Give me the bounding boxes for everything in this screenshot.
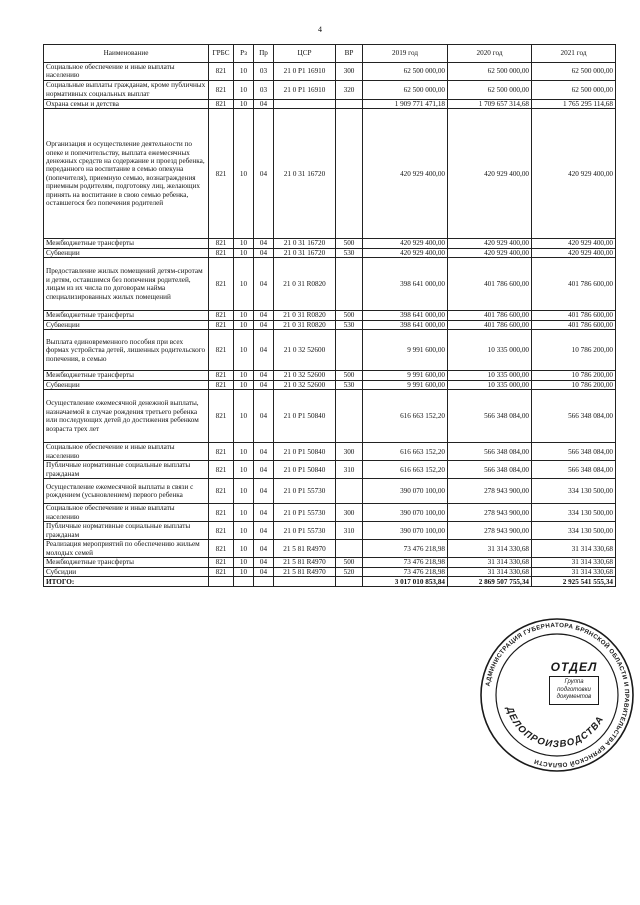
row-pr: 04 — [254, 567, 274, 576]
row-vr: 500 — [336, 558, 363, 567]
row-2021: 334 130 500,00 — [532, 522, 616, 540]
row-rz: 10 — [234, 540, 254, 558]
row-2019: 73 476 218,98 — [363, 567, 448, 576]
row-grbs: 821 — [209, 380, 234, 389]
row-2020: 31 314 330,68 — [448, 540, 532, 558]
table-row — [44, 504, 616, 522]
row-csr: 21 0 31 R0820 — [274, 311, 336, 320]
row-2021: 62 500 000,00 — [532, 63, 616, 81]
row-rz: 10 — [234, 558, 254, 567]
row-grbs: 821 — [209, 258, 234, 311]
row-pr: 04 — [254, 258, 274, 311]
row-2020: 566 348 084,00 — [448, 461, 532, 479]
table-row — [44, 558, 616, 567]
header-2021: 2021 год — [532, 45, 616, 63]
table-row — [44, 63, 616, 81]
row-rz: 10 — [234, 479, 254, 504]
row-rz: 10 — [234, 371, 254, 380]
row-pr: 04 — [254, 320, 274, 329]
row-csr — [274, 99, 336, 108]
row-2021: 1 765 295 114,68 — [532, 99, 616, 108]
stamp-ring-text: АДМИНИСТРАЦИЯ ГУБЕРНАТОРА БРЯНСКОЙ ОБЛАСТИ И ПРАВИТЕЛЬСТВА БРЯНСКОЙ ОБЛАСТИ — [484, 621, 631, 769]
row-2020: 278 943 900,00 — [448, 479, 532, 504]
row-2019: 390 070 100,00 — [363, 522, 448, 540]
row-name: Субвенции — [44, 248, 209, 257]
row-grbs: 821 — [209, 63, 234, 81]
row-2021: 420 929 400,00 — [532, 248, 616, 257]
row-vr: 500 — [336, 311, 363, 320]
row-2019: 420 929 400,00 — [363, 239, 448, 248]
row-rz: 10 — [234, 99, 254, 108]
row-vr: 310 — [336, 461, 363, 479]
row-2019: 62 500 000,00 — [363, 80, 448, 99]
row-name: Межбюджетные трансферты — [44, 311, 209, 320]
row-name: Межбюджетные трансферты — [44, 371, 209, 380]
table-row — [44, 330, 616, 371]
row-2019: 616 663 152,20 — [363, 461, 448, 479]
row-pr: 04 — [254, 109, 274, 239]
row-name: Субвенции — [44, 320, 209, 329]
table-row — [44, 380, 616, 389]
row-csr: 21 0 32 52600 — [274, 380, 336, 389]
stamp-box-line: Группа — [564, 679, 584, 685]
row-rz: 10 — [234, 80, 254, 99]
row-rz: 10 — [234, 567, 254, 576]
table-row — [44, 239, 616, 248]
table-row — [44, 522, 616, 540]
row-rz: 10 — [234, 248, 254, 257]
row-rz: 10 — [234, 380, 254, 389]
total-2020: 2 869 507 755,34 — [448, 577, 532, 587]
header-rz: Рз — [234, 45, 254, 63]
row-2021: 401 786 600,00 — [532, 258, 616, 311]
stamp-box-line: документов — [556, 694, 592, 700]
row-pr: 04 — [254, 443, 274, 461]
row-2019: 398 641 000,00 — [363, 258, 448, 311]
table-row — [44, 109, 616, 239]
header-pr: Пр — [254, 45, 274, 63]
row-rz: 10 — [234, 63, 254, 81]
row-pr: 04 — [254, 479, 274, 504]
row-name: Предоставление жилых помещений детям-сиротам и детям, оставшимся без попечения родителей, лицам из их числа по договорам найма специализированных жилых помещений — [44, 258, 209, 311]
row-rz: 10 — [234, 258, 254, 311]
row-pr: 04 — [254, 248, 274, 257]
row-pr: 04 — [254, 390, 274, 443]
row-vr: 520 — [336, 567, 363, 576]
row-2020: 31 314 330,68 — [448, 567, 532, 576]
row-csr: 21 5 81 R4970 — [274, 540, 336, 558]
row-pr: 04 — [254, 99, 274, 108]
row-grbs: 821 — [209, 248, 234, 257]
row-grbs: 821 — [209, 371, 234, 380]
row-2020: 401 786 600,00 — [448, 258, 532, 311]
row-2019: 62 500 000,00 — [363, 63, 448, 81]
row-2019: 9 991 600,00 — [363, 380, 448, 389]
table-row — [44, 390, 616, 443]
row-2020: 62 500 000,00 — [448, 80, 532, 99]
row-2020: 401 786 600,00 — [448, 311, 532, 320]
row-2019: 390 070 100,00 — [363, 504, 448, 522]
row-csr: 21 0 P1 16910 — [274, 80, 336, 99]
row-csr: 21 0 P1 50840 — [274, 461, 336, 479]
row-csr: 21 0 31 16720 — [274, 239, 336, 248]
row-2021: 420 929 400,00 — [532, 109, 616, 239]
row-pr: 03 — [254, 63, 274, 81]
row-pr: 04 — [254, 311, 274, 320]
row-2021: 420 929 400,00 — [532, 239, 616, 248]
row-pr: 03 — [254, 80, 274, 99]
total-2021: 2 925 541 555,34 — [532, 577, 616, 587]
budget-table — [43, 44, 616, 587]
row-csr: 21 0 31 16720 — [274, 248, 336, 257]
row-rz: 10 — [234, 461, 254, 479]
row-2021: 62 500 000,00 — [532, 80, 616, 99]
row-2020: 1 709 657 314,68 — [448, 99, 532, 108]
row-csr: 21 0 P1 50840 — [274, 443, 336, 461]
row-grbs: 821 — [209, 504, 234, 522]
total-2019: 3 017 010 853,84 — [363, 577, 448, 587]
header-2020: 2020 год — [448, 45, 532, 63]
row-csr: 21 0 P1 55730 — [274, 504, 336, 522]
row-vr: 300 — [336, 63, 363, 81]
table-row — [44, 479, 616, 504]
row-grbs: 821 — [209, 330, 234, 371]
row-vr: 500 — [336, 371, 363, 380]
row-rz: 10 — [234, 239, 254, 248]
row-2021: 334 130 500,00 — [532, 504, 616, 522]
row-vr: 300 — [336, 443, 363, 461]
row-vr: 300 — [336, 504, 363, 522]
row-name: Социальное обеспечение и иные выплаты населению — [44, 443, 209, 461]
row-csr: 21 0 32 52600 — [274, 371, 336, 380]
table-row — [44, 258, 616, 311]
row-2020: 10 335 000,00 — [448, 330, 532, 371]
row-grbs: 821 — [209, 320, 234, 329]
row-2019: 73 476 218,98 — [363, 540, 448, 558]
row-2019: 420 929 400,00 — [363, 248, 448, 257]
row-csr: 21 0 P1 55730 — [274, 522, 336, 540]
row-2020: 566 348 084,00 — [448, 390, 532, 443]
row-2019: 390 070 100,00 — [363, 479, 448, 504]
row-pr: 04 — [254, 330, 274, 371]
row-pr: 04 — [254, 522, 274, 540]
row-2021: 31 314 330,68 — [532, 567, 616, 576]
table-header-row — [44, 45, 616, 63]
header-2019: 2019 год — [363, 45, 448, 63]
row-vr: 530 — [336, 248, 363, 257]
page-number: 4 — [318, 25, 322, 34]
row-csr: 21 0 P1 55730 — [274, 479, 336, 504]
row-rz: 10 — [234, 330, 254, 371]
row-grbs: 821 — [209, 109, 234, 239]
header-csr: ЦСР — [274, 45, 336, 63]
row-pr: 04 — [254, 371, 274, 380]
row-name: Межбюджетные трансферты — [44, 558, 209, 567]
row-grbs: 821 — [209, 522, 234, 540]
row-name: Охрана семьи и детства — [44, 99, 209, 108]
table-row — [44, 371, 616, 380]
stamp-box-line: подготовки — [557, 686, 591, 693]
row-2020: 10 335 000,00 — [448, 380, 532, 389]
row-grbs: 821 — [209, 540, 234, 558]
table-row — [44, 311, 616, 320]
row-2020: 278 943 900,00 — [448, 504, 532, 522]
table-row — [44, 80, 616, 99]
header-vr: ВР — [336, 45, 363, 63]
row-csr: 21 0 P1 50840 — [274, 390, 336, 443]
row-2020: 420 929 400,00 — [448, 248, 532, 257]
row-2019: 9 991 600,00 — [363, 371, 448, 380]
row-2021: 31 314 330,68 — [532, 558, 616, 567]
row-pr: 04 — [254, 461, 274, 479]
row-vr: 500 — [336, 239, 363, 248]
row-grbs: 821 — [209, 80, 234, 99]
row-name: Реализация мероприятий по обеспечению жильем молодых семей — [44, 540, 209, 558]
row-rz: 10 — [234, 390, 254, 443]
row-2020: 401 786 600,00 — [448, 320, 532, 329]
row-rz: 10 — [234, 443, 254, 461]
table-row — [44, 99, 616, 108]
row-2019: 9 991 600,00 — [363, 330, 448, 371]
row-2020: 420 929 400,00 — [448, 239, 532, 248]
row-vr — [336, 258, 363, 311]
row-2020: 420 929 400,00 — [448, 109, 532, 239]
row-2021: 334 130 500,00 — [532, 479, 616, 504]
total-label: ИТОГО: — [44, 577, 209, 587]
header-grbs: ГРБС — [209, 45, 234, 63]
stamp-center — [538, 660, 610, 705]
row-2019: 1 909 771 471,18 — [363, 99, 448, 108]
table-row — [44, 461, 616, 479]
table-row — [44, 567, 616, 576]
row-name: Публичные нормативные социальные выплаты гражданам — [44, 461, 209, 479]
row-name: Публичные нормативные социальные выплаты гражданам — [44, 522, 209, 540]
row-2020: 566 348 084,00 — [448, 443, 532, 461]
row-pr: 04 — [254, 504, 274, 522]
row-2019: 73 476 218,98 — [363, 558, 448, 567]
row-csr: 21 5 81 R4970 — [274, 558, 336, 567]
row-grbs: 821 — [209, 443, 234, 461]
row-grbs: 821 — [209, 311, 234, 320]
row-csr: 21 5 81 R4970 — [274, 567, 336, 576]
row-csr: 21 0 32 52600 — [274, 330, 336, 371]
row-grbs: 821 — [209, 239, 234, 248]
stamp-top-text: ОТДЕЛ — [550, 660, 598, 674]
row-vr — [336, 390, 363, 443]
row-2021: 10 786 200,00 — [532, 380, 616, 389]
row-2021: 566 348 084,00 — [532, 443, 616, 461]
row-pr: 04 — [254, 239, 274, 248]
row-csr: 21 0 P1 16910 — [274, 63, 336, 81]
row-pr: 04 — [254, 540, 274, 558]
row-vr — [336, 479, 363, 504]
row-vr: 530 — [336, 380, 363, 389]
row-name: Организация и осуществление деятельности по опеке и попечительству, выплата ежемесячных денежных средств на содержание и проезд ребенка, переданного на воспитание в семью опекуна (попечителя), приемную семью, вознаграждения приемным родителям, подготовку лиц, желающих принять на воспитание в свою семью ребенка, оставшегося без попечения родителей — [44, 109, 209, 239]
row-2019: 398 641 000,00 — [363, 320, 448, 329]
row-2019: 616 663 152,20 — [363, 443, 448, 461]
row-pr: 04 — [254, 380, 274, 389]
row-name: Осуществление ежемесячной денежной выплаты, назначаемой в случае рождения третьего ребенка или последующих детей до достижения ребенком возраста трех лет — [44, 390, 209, 443]
row-vr: 320 — [336, 80, 363, 99]
row-2020: 10 335 000,00 — [448, 371, 532, 380]
table-row — [44, 443, 616, 461]
row-rz: 10 — [234, 311, 254, 320]
row-2020: 62 500 000,00 — [448, 63, 532, 81]
row-2021: 10 786 200,00 — [532, 371, 616, 380]
table-row — [44, 248, 616, 257]
row-name: Субвенции — [44, 380, 209, 389]
row-rz: 10 — [234, 320, 254, 329]
row-2021: 401 786 600,00 — [532, 320, 616, 329]
table-row — [44, 320, 616, 329]
row-grbs: 821 — [209, 567, 234, 576]
row-vr — [336, 330, 363, 371]
row-2021: 10 786 200,00 — [532, 330, 616, 371]
row-2019: 616 663 152,20 — [363, 390, 448, 443]
row-vr — [336, 99, 363, 108]
row-csr: 21 0 31 R0820 — [274, 258, 336, 311]
header-name: Наименование — [44, 45, 209, 63]
row-name: Осуществление ежемесячной выплаты в связи с рождением (усыновлением) первого ребенка — [44, 479, 209, 504]
row-grbs: 821 — [209, 558, 234, 567]
row-grbs: 821 — [209, 479, 234, 504]
row-vr: 530 — [336, 320, 363, 329]
row-vr: 310 — [336, 522, 363, 540]
row-vr — [336, 540, 363, 558]
row-csr: 21 0 31 R0820 — [274, 320, 336, 329]
row-2021: 31 314 330,68 — [532, 540, 616, 558]
row-name: Субсидии — [44, 567, 209, 576]
row-name: Социальные выплаты гражданам, кроме публичных нормативных социальных выплат — [44, 80, 209, 99]
row-2021: 566 348 084,00 — [532, 461, 616, 479]
row-2019: 420 929 400,00 — [363, 109, 448, 239]
row-rz: 10 — [234, 522, 254, 540]
row-name: Межбюджетные трансферты — [44, 239, 209, 248]
row-2021: 401 786 600,00 — [532, 311, 616, 320]
row-name: Социальное обеспечение и иные выплаты населению — [44, 63, 209, 81]
row-grbs: 821 — [209, 461, 234, 479]
row-rz: 10 — [234, 504, 254, 522]
row-2020: 278 943 900,00 — [448, 522, 532, 540]
row-name: Социальное обеспечение и иные выплаты населению — [44, 504, 209, 522]
row-2021: 566 348 084,00 — [532, 390, 616, 443]
row-2019: 398 641 000,00 — [363, 311, 448, 320]
row-2020: 31 314 330,68 — [448, 558, 532, 567]
row-vr — [336, 109, 363, 239]
row-pr: 04 — [254, 558, 274, 567]
row-grbs: 821 — [209, 99, 234, 108]
row-csr: 21 0 31 16720 — [274, 109, 336, 239]
table-row — [44, 540, 616, 558]
row-grbs: 821 — [209, 390, 234, 443]
stamp-arc-text: ДЕЛОПРОИЗВОДСТВА — [503, 705, 607, 751]
row-name: Выплата единовременного пособия при всех формах устройства детей, лишенных родительского попечения, в семью — [44, 330, 209, 371]
stamp-box — [549, 676, 599, 705]
row-rz: 10 — [234, 109, 254, 239]
total-row — [44, 577, 616, 587]
